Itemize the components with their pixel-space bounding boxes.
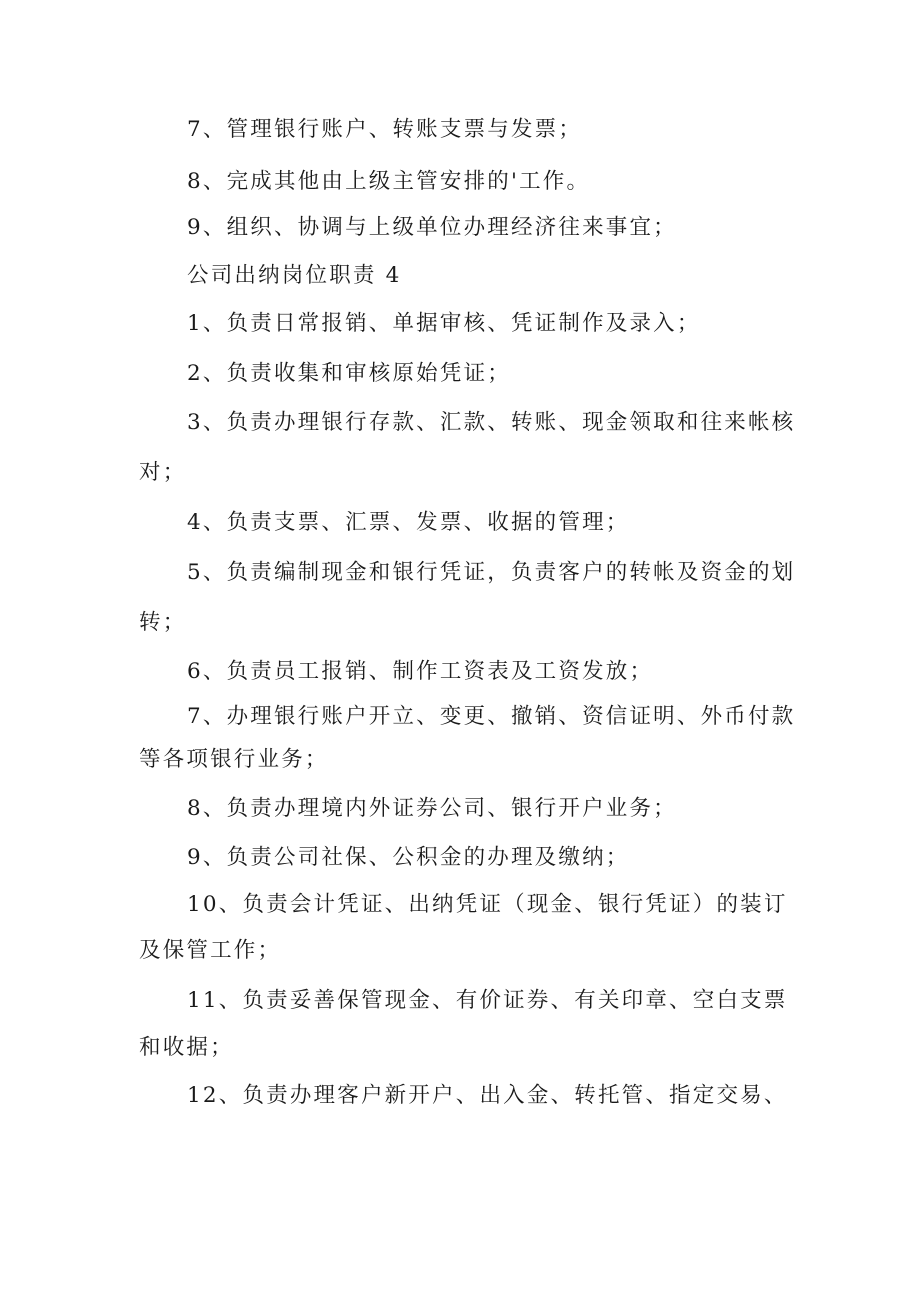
paragraph-line: 1、负责日常报销、单据审核、凭证制作及录入；: [187, 311, 701, 336]
paragraph-line: 3、负责办理银行存款、汇款、转账、现金领取和往来帐核: [187, 410, 796, 435]
paragraph-line-continued: 对；: [139, 460, 187, 485]
paragraph-line-continued: 和收据；: [139, 1035, 234, 1060]
paragraph-line: 9、组织、协调与上级单位办理经济往来事宜；: [187, 215, 677, 240]
paragraph-line-continued: 等各项银行业务；: [139, 747, 329, 772]
paragraph-line: 11、负责妥善保管现金、有价证券、有关印章、空白支票: [187, 988, 788, 1013]
paragraph-line: 9、负责公司社保、公积金的办理及缴纳；: [187, 845, 630, 870]
paragraph-line: 6、负责员工报销、制作工资表及工资发放；: [187, 659, 654, 684]
paragraph-line: 2、负责收集和审核原始凭证；: [187, 361, 511, 386]
paragraph-line: 5、负责编制现金和银行凭证，负责客户的转帐及资金的划: [187, 560, 796, 585]
paragraph-line: 10、负责会计凭证、出纳凭证（现金、银行凭证）的装订: [187, 892, 788, 917]
paragraph-line: 12、负责办理客户新开户、出入金、转托管、指定交易、: [187, 1083, 788, 1108]
paragraph-line: 4、负责支票、汇票、发票、收据的管理；: [187, 510, 630, 535]
paragraph-line: 7、办理银行账户开立、变更、撤销、资信证明、外币付款: [187, 704, 796, 729]
paragraph-line-continued: 及保管工作；: [139, 938, 282, 963]
paragraph-line-continued: 转；: [139, 610, 187, 635]
paragraph-line: 8、负责办理境内外证券公司、银行开户业务；: [187, 796, 677, 821]
paragraph-line: 7、管理银行账户、转账支票与发票；: [187, 117, 583, 142]
paragraph-line: 8、完成其他由上级主管安排的'工作。: [187, 169, 591, 194]
section-heading: 公司出纳岗位职责 4: [187, 263, 402, 288]
